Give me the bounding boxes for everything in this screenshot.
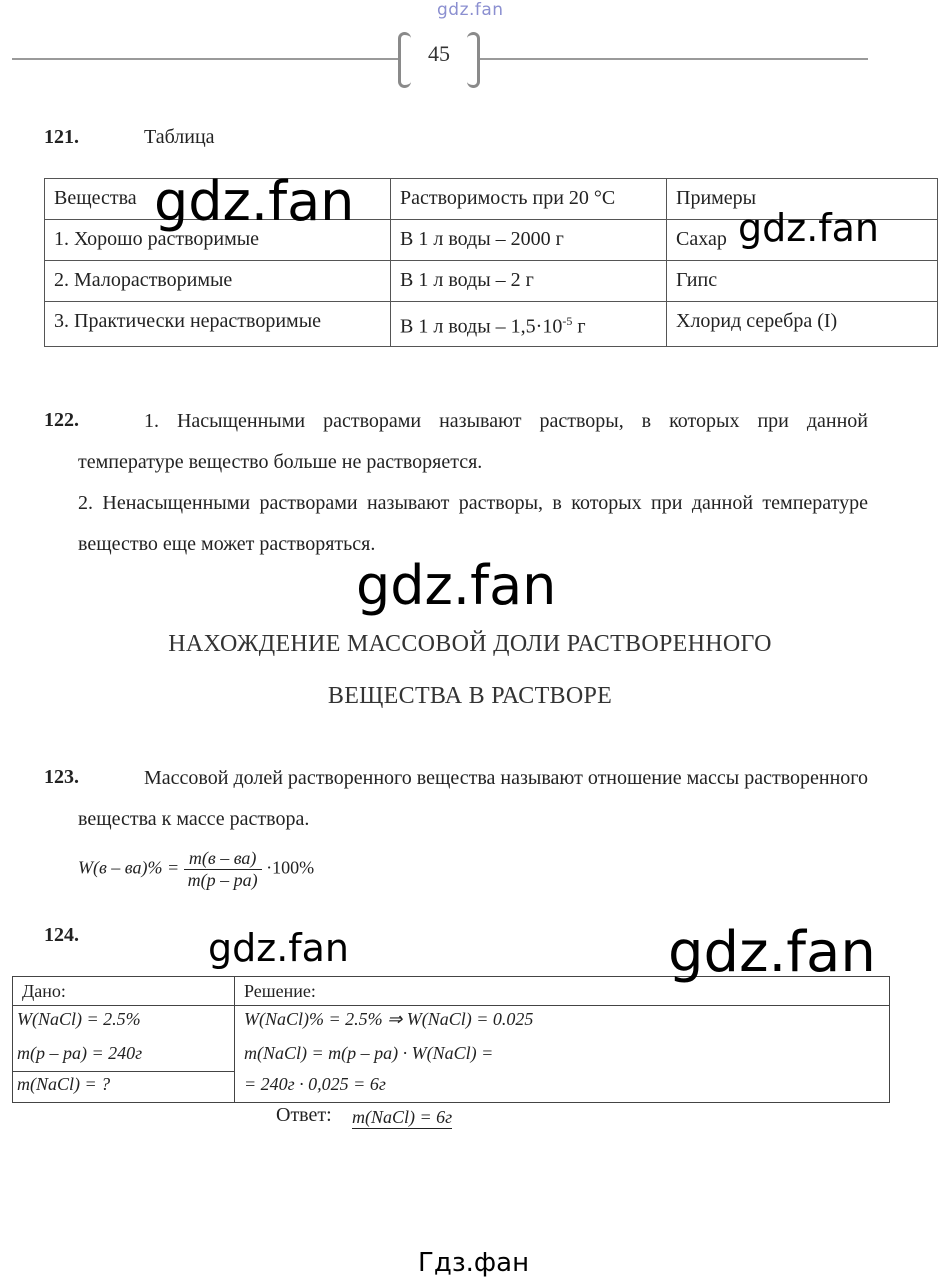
header-cell: Вещества — [45, 179, 391, 220]
task-124-number: 124. — [44, 924, 79, 946]
table-cell: 3. Практически нерастворимые — [45, 302, 391, 347]
find-value: m(NaCl) = ? — [17, 1074, 111, 1094]
table-rule — [13, 1071, 234, 1072]
mass-fraction-formula — [78, 848, 314, 891]
header-cell: Примеры — [667, 179, 938, 220]
solution-step-3: = 240г · 0,025 = 6г — [244, 1074, 386, 1094]
header-rule-right — [480, 58, 868, 60]
formula-tail: ·100% — [266, 857, 315, 878]
task-122-text — [78, 401, 868, 565]
watermark: gdz.fan — [208, 926, 350, 970]
solubility-value: В 1 л воды – 1,5·10 — [400, 315, 563, 338]
task-123-text: Массовой долей растворенного вещества называют отношение массы растворенного вещества к массе раствора. — [78, 767, 868, 830]
watermark: gdz.fan — [356, 554, 557, 617]
given-solution-mass: m(p – pa) = 240г — [17, 1043, 143, 1063]
exponent: -5 — [562, 314, 573, 328]
unit: г — [572, 315, 586, 338]
task-121-title: Таблица — [144, 126, 215, 148]
section-heading — [60, 618, 880, 722]
task-121-number: 121. — [44, 126, 79, 148]
header-cell: Растворимость при 20 °С — [391, 179, 667, 220]
table-row — [45, 302, 938, 347]
table-row — [45, 261, 938, 302]
watermark: gdz.fan — [738, 206, 880, 250]
top-watermark: gdz.fan — [437, 0, 504, 20]
table-cell: В 1 л воды – 2000 г — [391, 220, 667, 261]
answer-label: Ответ: — [276, 1104, 332, 1126]
given-solution-table — [12, 976, 890, 1103]
solution-step-2: m(NaCl) = m(p – pa) · W(NaCl) = — [244, 1043, 494, 1063]
table-cell — [391, 302, 667, 347]
task-122-item-1: 1. Насыщенными растворами называют растворы, в которых при данной температуре вещество больше не растворяется. — [78, 410, 868, 473]
watermark: gdz.fan — [668, 920, 876, 985]
formula-denominator: m(p – pa) — [187, 870, 258, 890]
table-cell: Сахар — [667, 220, 938, 261]
answer-value: m(NaCl) = 6г — [352, 1107, 453, 1127]
formula-fraction — [184, 848, 262, 891]
solution-step-1: W(NaCl)% = 2.5% ⇒ W(NaCl) = 0.025 — [244, 1009, 534, 1029]
given-mass-fraction: W(NaCl) = 2.5% — [17, 1009, 141, 1029]
given-label: Дано: — [22, 981, 66, 1001]
task-122-number: 122. — [44, 409, 79, 431]
header-rule-left — [12, 58, 398, 60]
task-123-number: 123. — [44, 766, 79, 788]
table-divider — [234, 977, 235, 1102]
page-number: 45 — [398, 32, 480, 86]
heading-line-2: ВЕЩЕСТВА В РАСТВОРЕ — [327, 683, 613, 709]
table-rule — [13, 1005, 889, 1006]
footer-watermark: Гдз.фан — [418, 1248, 530, 1278]
formula-numerator: m(в – ва) — [184, 848, 262, 870]
task-122-item-2: 2. Ненасыщенными растворами называют растворы, в которых при данной температуре вещество еще может растворяться. — [78, 492, 868, 555]
formula-lhs: W(в – ва)% = — [78, 857, 180, 878]
heading-line-1: НАХОЖДЕНИЕ МАССОВОЙ ДОЛИ РАСТВОРЕННОГО — [168, 631, 772, 657]
table-cell: 2. Малорастворимые — [45, 261, 391, 302]
table-cell: 1. Хорошо растворимые — [45, 220, 391, 261]
table-cell: Гипс — [667, 261, 938, 302]
table-cell: В 1 л воды – 2 г — [391, 261, 667, 302]
watermark: gdz.fan — [154, 170, 355, 233]
solution-label: Решение: — [244, 981, 316, 1001]
table-cell: Хлорид серебра (I) — [667, 302, 938, 347]
